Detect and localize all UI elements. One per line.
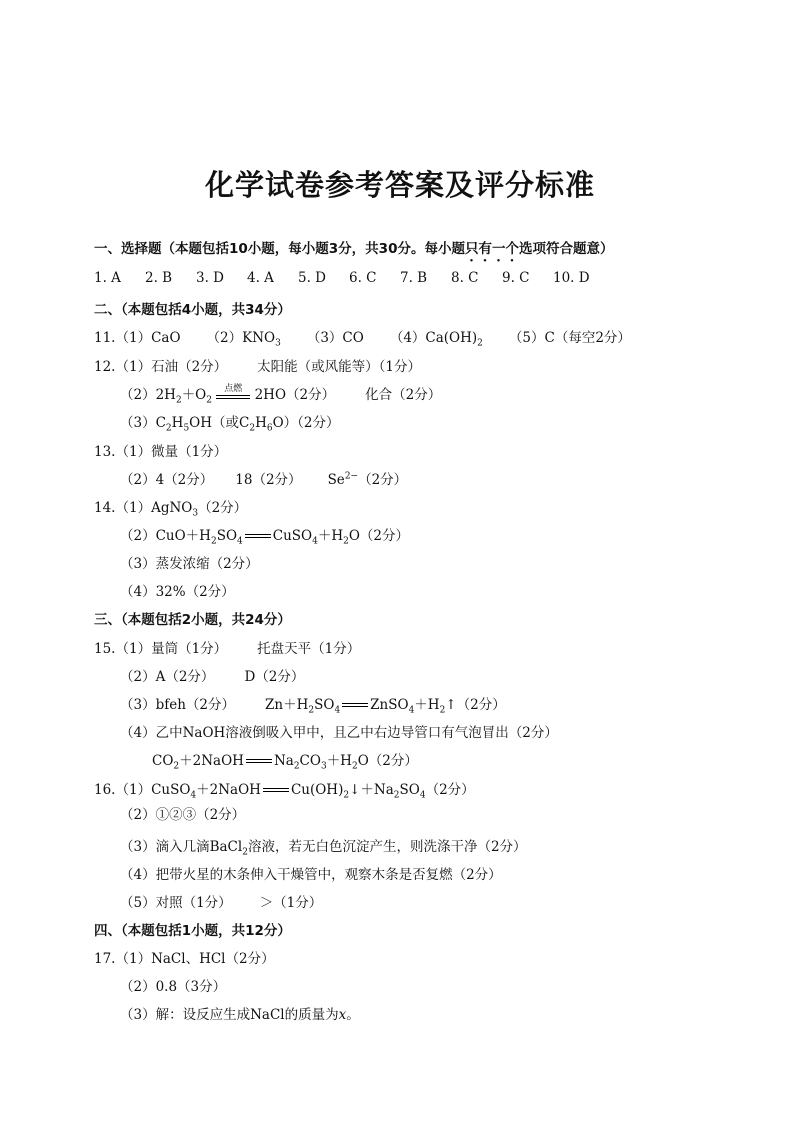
answer-9: 9. C xyxy=(502,270,530,286)
q14-line-3: （3）蒸发浓缩（2分） xyxy=(120,556,259,572)
q17-line-3: （3）解：设反应生成NaCl的质量为x。 xyxy=(120,1007,360,1023)
q13-line-2: （2）4（2分） 18（2分） $Se^{2-}(2$分） xyxy=(120,471,408,488)
answer-2: 2. B xyxy=(145,270,173,286)
answer-4: 4. A xyxy=(247,270,274,286)
q15-line-5: $CO_2+2NaOH$ $Na_2CO_3+H_2O(2$分） xyxy=(152,753,418,772)
q16-line-3: （3）滴入几滴BaCl$_2$溶液，若无白色沉淀产生，则洗涤干净（2分） xyxy=(120,839,527,858)
q17-line-1: 17.（1）NaCl、HCl（2分） xyxy=(94,951,275,967)
q14-line-1: 14.（1）AgNO$_3$（2分） xyxy=(94,500,248,519)
q16-line-5: （5）对照（1分） ＞（1分） xyxy=(120,895,323,911)
q13-line-1: 13.（1）微量（1分） xyxy=(94,444,228,460)
q14-line-2: $(2)CuO+H_2SO_4$ $CuSO_4+H_2O(2$分） xyxy=(120,528,410,547)
q12-line-3: $(3)C_2H_5OH$（或$C_2H_6O)(2$分） xyxy=(120,415,340,434)
section-3-heading: 三、（本题包括2小题，共24分） xyxy=(94,612,291,628)
answer-1: 1. A xyxy=(94,270,121,286)
page-title: 化学试卷参考答案及评分标准 xyxy=(204,168,595,202)
q15-line-1: 15.（1）量筒（1分） 托盘天平（1分） xyxy=(94,641,361,657)
answer-6: 6. C xyxy=(349,270,377,286)
answer-3: 3. D xyxy=(196,270,224,286)
section-2-heading: 二、（本题包括4小题，共34分） xyxy=(94,302,291,318)
q16-line-4: （4）把带火星的木条伸入干燥管中，观察木条是否复燃（2分） xyxy=(120,867,502,883)
q15-line-3: （3）bfeh（2分） $Zn+H_2SO_4$ $ZnSO_4+H_2↑(2$分） xyxy=(120,697,506,716)
ignition-condition: 点燃 xyxy=(216,390,250,399)
q15-line-2: （2）A（2分） D（2分） xyxy=(120,669,305,685)
answer-8: 8. C xyxy=(451,270,479,286)
mc-answers xyxy=(94,270,604,286)
q16-line-2: （2）①②③（2分） xyxy=(120,807,246,823)
q16-line-1: 16.（1）CuSO$_4$＋2NaOH $Cu(OH)_2↓+Na_2SO_4(2$分） xyxy=(94,782,475,801)
answer-7: 7. B xyxy=(400,270,428,286)
section-1-heading: 一、选择题（本题包括10小题，每小题3分，共30分。每小题只有一个选项符合题意） xyxy=(94,241,614,257)
q12-line-2: $(2)2H_2+O_2$ 点燃 2HO（2分） 化合（2分） xyxy=(120,384,442,406)
section-4-heading: 四、（本题包括1小题，共12分） xyxy=(94,923,291,939)
q14-line-4: （4）32%（2分） xyxy=(120,584,235,600)
q12-line-1: 12.（1）石油（2分） 太阳能（或风能等）（1分） xyxy=(94,359,422,375)
q11-line: 11.（1）CaO $(2)KNO_3$ （3）CO $(4)Ca(OH)_2$ （5）C（每空2分） xyxy=(94,330,631,349)
answer-10: 10. D xyxy=(553,270,590,286)
answer-5: 5. D xyxy=(298,270,326,286)
q15-line-4: （4）乙中NaOH溶液倒吸入甲中，且乙中右边导管口有气泡冒出（2分） xyxy=(120,725,558,741)
q17-line-2: （2）0.8（3分） xyxy=(120,979,227,995)
